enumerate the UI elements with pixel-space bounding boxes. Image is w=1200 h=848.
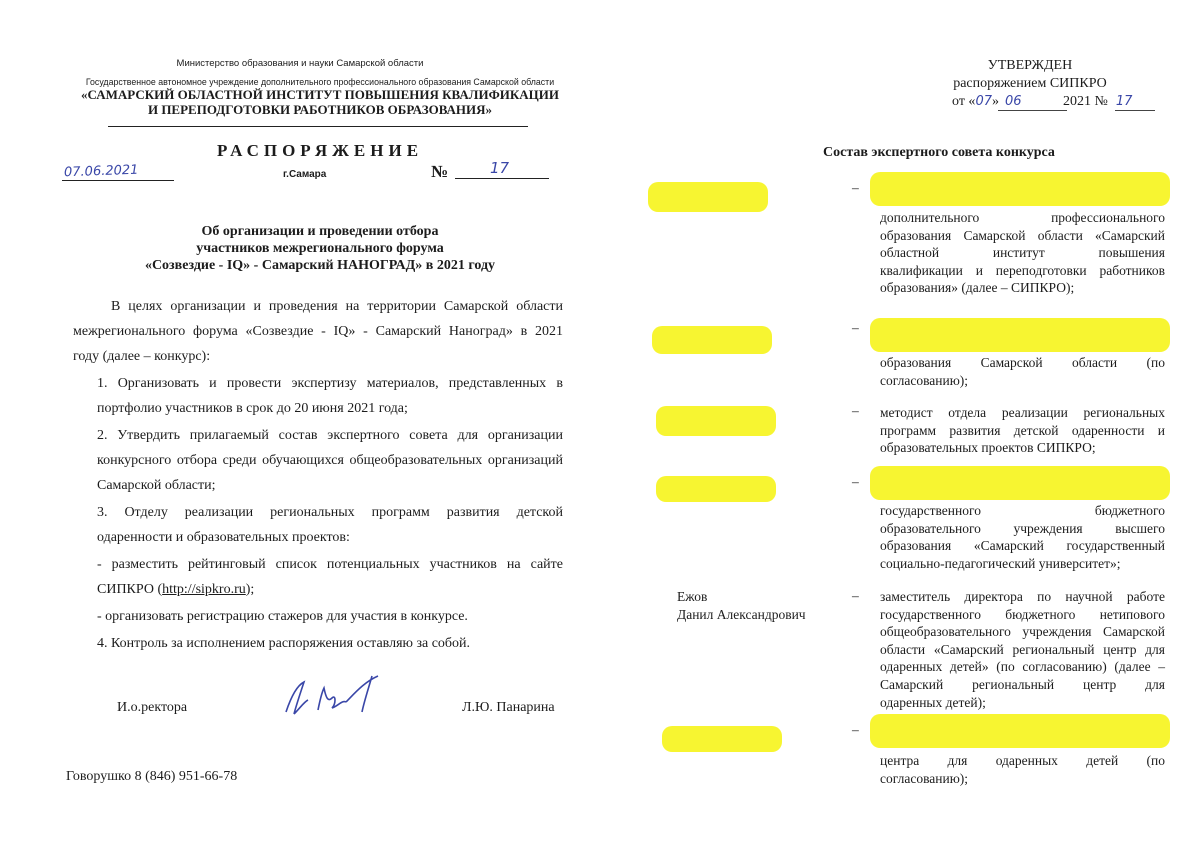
subject-line-1: Об организации и проведении отбора: [201, 224, 439, 239]
redaction-highlight: [656, 476, 776, 502]
dash: –: [852, 722, 859, 737]
member-4-role: [880, 502, 1165, 572]
member-3-role: [880, 404, 1165, 457]
dash: –: [852, 474, 859, 489]
ministry-name: Министерство образования и науки Самарской области: [176, 58, 424, 69]
role-line: образования Самарской области «Самарский: [880, 227, 1165, 243]
item-2-line-2: конкурсного отбора среди обучающихся общеобразовательных организаций: [97, 453, 563, 468]
intro-line-1: В целях организации и проведения на территории Самарской области: [111, 299, 563, 314]
role-line: общеобразовательного учреждения Самарской: [880, 624, 1165, 640]
number-label: №: [431, 162, 449, 181]
subject-line-3: «Созвездие - IQ» - Самарский НАНОГРАД» в 2021 году: [144, 258, 496, 273]
role-line: образования» (далее – СИПКРО);: [880, 280, 1075, 296]
order-subject: [110, 223, 530, 274]
number-underline-right: [1115, 110, 1155, 111]
redaction-highlight: [648, 182, 768, 212]
role-line: социально-педагогический университет»;: [880, 555, 1121, 571]
member-first-patronymic: Данил Александрович: [677, 606, 806, 622]
role-line: образования Самарской области (по: [880, 355, 1165, 370]
redaction-highlight: [870, 714, 1170, 748]
dash: –: [852, 403, 859, 418]
handwritten-number: 17: [490, 159, 510, 177]
item-4-line: 4. Контроль за исполнением распоряжения оставляю за собой.: [97, 636, 471, 651]
date-underline: [62, 180, 174, 181]
institution-name-line-1: «САМАРСКИЙ ОБЛАСТНОЙ ИНСТИТУТ ПОВЫШЕНИЯ КВАЛИФИКАЦИИ: [80, 87, 560, 102]
redaction-highlight: [870, 172, 1170, 206]
item-3-line-2: одаренности и образовательных проектов:: [97, 530, 350, 545]
date-prefix: от «: [952, 94, 976, 109]
site-prefix: СИПКРО (: [97, 582, 163, 597]
member-6-role: [880, 752, 1165, 787]
month-underline: [1012, 110, 1067, 111]
dash: –: [852, 588, 859, 603]
date-year: 2021 №: [1062, 94, 1108, 109]
role-line: одаренных детей» (по согласованию) (далее –: [880, 659, 1165, 675]
approved-label: УТВЕРЖДЕН: [987, 58, 1073, 73]
intro-line-2: межрегионального форума «Созвездие - IQ» - Самарский Наноград» в 2021: [73, 324, 563, 339]
signature-image: [280, 672, 390, 720]
role-line: квалификации и переподготовки работников: [880, 262, 1165, 278]
member-surname: Ежов: [677, 589, 708, 604]
role-line: центра для одаренных детей (по: [880, 753, 1165, 768]
redaction-highlight: [870, 318, 1170, 352]
role-line: области «Самарский региональный центр для: [880, 641, 1165, 657]
handwritten-date: 07.06.2021: [63, 162, 139, 181]
signer-name: Л.Ю. Панарина: [462, 700, 555, 715]
redaction-highlight: [662, 726, 782, 752]
role-line: образовательного учреждения высшего: [880, 520, 1165, 536]
redaction-highlight: [870, 466, 1170, 500]
date-month-handwritten: 06: [1004, 94, 1022, 109]
sipkro-site-link[interactable]: http://sipkro.ru: [162, 582, 246, 597]
date-day-handwritten: 07: [975, 94, 992, 109]
role-line: образования «Самарский государственный: [880, 538, 1165, 554]
date-mid: »: [991, 94, 999, 109]
item-3a-line-1: - разместить рейтинговый список потенциальных участников на сайте: [97, 557, 563, 572]
role-line: одаренных детей);: [880, 694, 986, 710]
role-line: согласованию);: [880, 770, 969, 786]
dash: –: [852, 320, 859, 335]
item-3-line-1: 3. Отделу реализации региональных программ развития детской: [97, 505, 563, 520]
redaction-highlight: [652, 326, 772, 354]
intro-line-3: году (далее – конкурс):: [73, 349, 211, 364]
role-line: дополнительного профессионального: [880, 210, 1165, 225]
header-rule: [108, 126, 528, 127]
role-line: государственного бюджетного нетипового: [880, 606, 1165, 622]
member-5-role: [880, 588, 1165, 711]
role-line: государственного бюджетного: [880, 503, 1165, 518]
number-underline: [455, 178, 549, 179]
role-line: образовательных проектов СИПКРО;: [880, 440, 1096, 456]
institution-name-line-2: И ПЕРЕПОДГОТОВКИ РАБОТНИКОВ ОБРАЗОВАНИЯ»: [147, 102, 493, 117]
member-1-role: [880, 209, 1165, 297]
role-line: методист отдела реализации региональных: [880, 405, 1165, 420]
right-page-appendix: [600, 0, 1200, 848]
item-2-line-1: 2. Утвердить прилагаемый состав экспертного совета для организации: [97, 428, 563, 443]
city: г.Самара: [283, 169, 327, 180]
redaction-highlight: [656, 406, 776, 436]
item-3a-line-2: [73, 577, 563, 602]
item-1-line-2: портфолио участников в срок до 20 июня 2021 года;: [97, 401, 408, 416]
site-suffix: );: [245, 582, 255, 597]
item-3b-line: - организовать регистрацию стажеров для участия в конкурсе.: [97, 609, 468, 624]
signer-title: И.о.ректора: [117, 700, 188, 715]
contact-info: Говорушко 8 (846) 951-66-78: [66, 769, 238, 784]
role-line: областной институт повышения: [880, 245, 1165, 261]
approved-by: распоряжением СИПКРО: [953, 76, 1107, 91]
document-type-title: РАСПОРЯЖЕНИЕ: [216, 141, 424, 160]
dash: –: [852, 180, 859, 195]
role-line: программ развития детской одаренности и: [880, 422, 1165, 438]
member-5-name: [677, 588, 806, 623]
subject-line-2: участников межрегионального форума: [196, 241, 444, 256]
role-line: заместитель директора по научной работе: [880, 589, 1165, 604]
member-2-role: [880, 354, 1165, 389]
institution-line: Государственное автономное учреждение дополнительного профессионального образования Самарской области: [85, 77, 555, 87]
order-body: [73, 294, 563, 656]
council-title: Состав экспертного совета конкурса: [823, 145, 1055, 160]
role-line: согласованию);: [880, 372, 969, 388]
item-2-line-3: Самарской области;: [97, 478, 216, 493]
item-1-line-1: 1. Организовать и провести экспертизу материалов, представленных в: [97, 376, 563, 391]
role-line: Самарский региональный центр для: [880, 676, 1165, 692]
date-number-handwritten: 17: [1115, 94, 1133, 109]
